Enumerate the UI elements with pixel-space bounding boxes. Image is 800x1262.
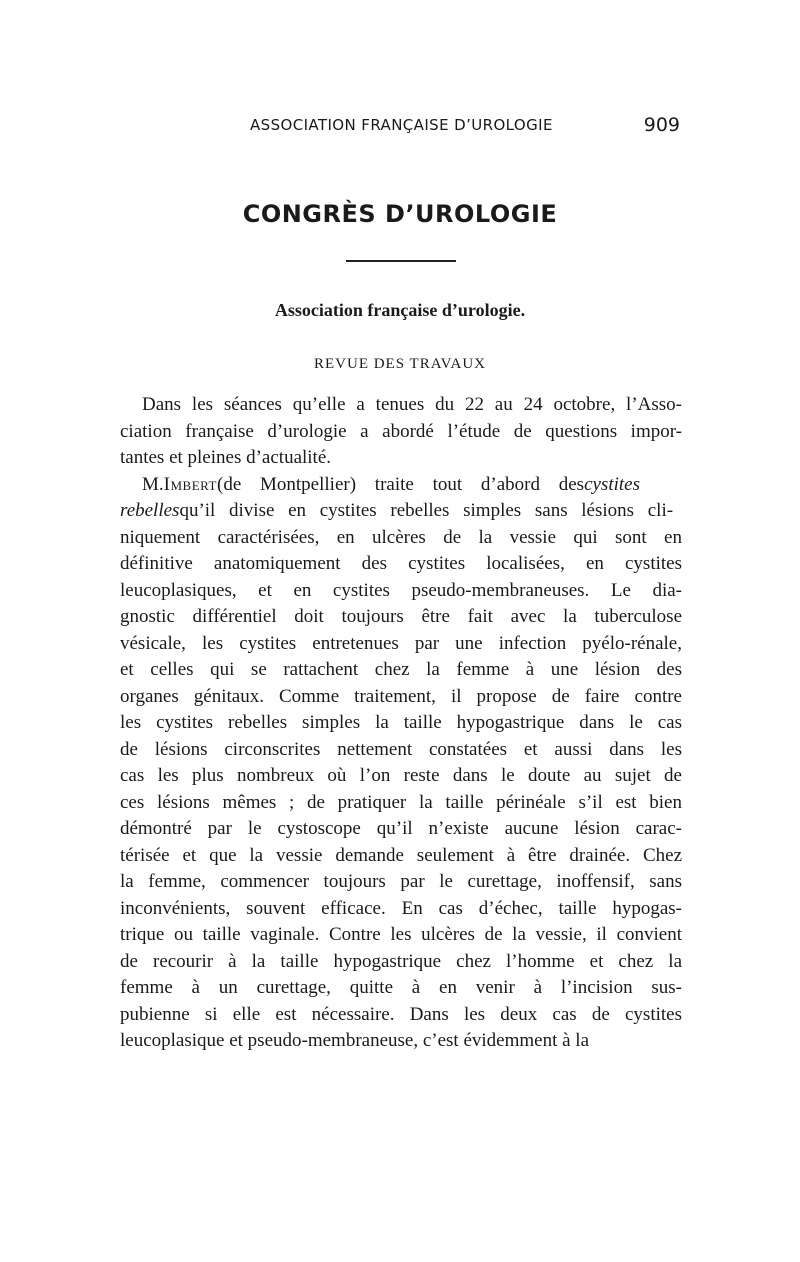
running-head: ASSOCIATION FRANÇAISE D’UROLOGIE (250, 116, 553, 134)
text-line: vésicale, les cystites entretenues par une infection pyélo-rénale, (120, 632, 682, 654)
text-line: leucoplasique et pseudo-membraneuse, c’est évidemment à la (120, 1030, 590, 1051)
text-line: ces lésions mêmes ; de pratiquer la taille périnéale s’il est bien (120, 791, 682, 813)
body-text (120, 392, 682, 1055)
page-title: CONGRÈS D’UROLOGIE (242, 200, 558, 228)
text-line: et celles qui se rattachent chez la femme à une lésion des (120, 659, 682, 680)
text-line: cas les plus nombreux où l’on reste dans le doute au sujet de (120, 765, 682, 786)
text-line: de lésions circonscrites nettement constatées et aussi dans les (120, 738, 682, 760)
text-line: inconvénients, souvent efficace. En cas d’échec, taille hypogas- (120, 897, 682, 919)
italic-term: rebelles (120, 500, 180, 521)
text-line: les cystites rebelles simples la taille hypogastrique dans le cas (120, 712, 682, 733)
text-line: pubienne si elle est nécessaire. Dans les deux cas de cystites (120, 1003, 682, 1025)
text-line: tantes et pleines d’actualité. (120, 447, 332, 468)
text-line: de recourir à la taille hypogastrique chez l’homme et chez la (120, 950, 682, 972)
author-name: Imbert (163, 473, 217, 495)
text-line: la femme, commencer toujours par le curettage, inoffensif, sans (120, 871, 682, 892)
text-line: gnostic différentiel doit toujours être fait avec la tuberculose (120, 606, 682, 627)
title-divider (346, 260, 456, 262)
text-line: définitive anatomiquement des cystites localisées, en cystites (120, 553, 682, 574)
text-line: Dans les séances qu’elle a tenues du 22 au 24 octobre, l’Asso- (142, 394, 682, 415)
text-line: niquement caractérisées, en ulcères de la vessie qui sont en (120, 526, 682, 548)
running-header (120, 116, 680, 142)
text-line: ciation française d’urologie a abordé l’étude de questions impor- (120, 420, 682, 442)
subtitle: Association française d’urologie. (274, 300, 526, 320)
italic-term: cystites (584, 473, 640, 495)
text-line: térisée et que la vessie demande seulement à être drainée. Chez (120, 844, 682, 866)
text-line: M.Imbert(de Montpellier) traite tout d’abord descystites (120, 472, 682, 499)
page-number: 909 (643, 114, 680, 136)
text-line: rebellesqu’il divise en cystites rebelles simples sans lésions cli- (120, 498, 682, 525)
section-heading: REVUE DES TRAVAUX (313, 356, 487, 372)
text-line: leucoplasiques, et en cystites pseudo-membraneuses. Le dia- (120, 579, 682, 601)
text-line: organes génitaux. Comme traitement, il propose de faire contre (120, 685, 682, 707)
text-line: femme à un curettage, quitte à en venir à l’incision sus- (120, 977, 682, 998)
text-line: trique ou taille vaginale. Contre les ulcères de la vessie, il convient (120, 924, 682, 945)
text-line: démontré par le cystoscope qu’il n’existe aucune lésion carac- (120, 818, 682, 839)
